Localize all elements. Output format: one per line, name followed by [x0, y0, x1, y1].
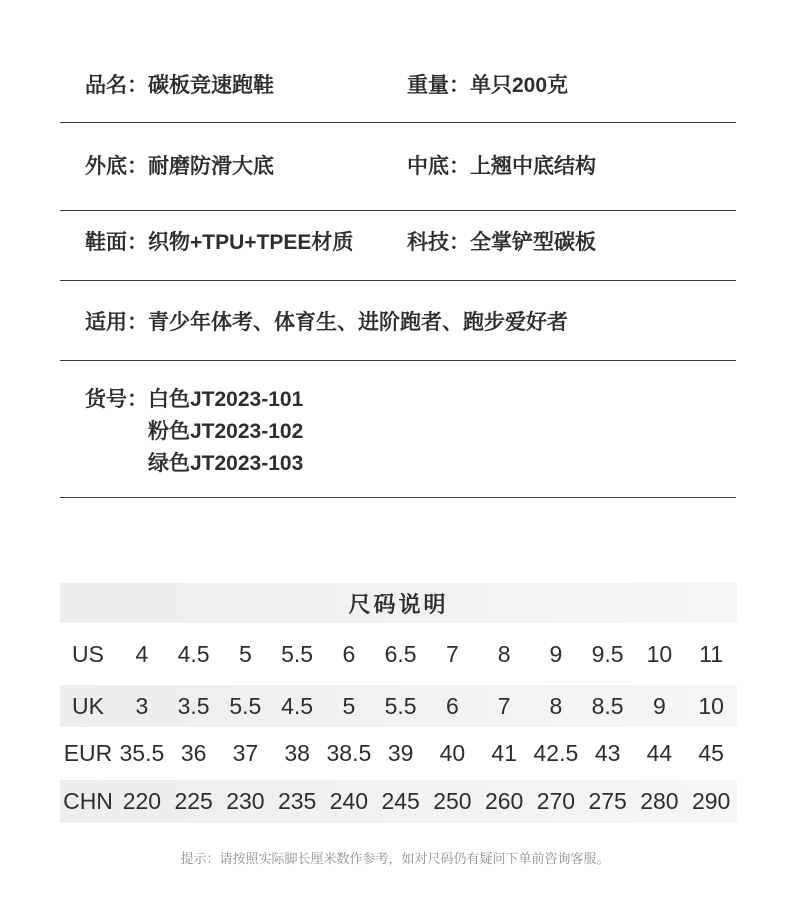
spec-value-suitable: 青少年体考、体育生、进阶跑者、跑步爱好者 — [148, 311, 568, 334]
size-cell: 6.5 — [384, 640, 417, 667]
spec-cell-weight — [407, 73, 736, 99]
size-row-eur — [60, 727, 737, 780]
spec-cell-midsole — [407, 154, 736, 180]
size-row-us — [60, 623, 737, 685]
size-cell: 290 — [691, 788, 731, 814]
size-chart — [60, 583, 737, 823]
size-cell: 3.5 — [177, 692, 210, 719]
size-row-chn — [60, 780, 737, 823]
spec-label-weight: 重量： — [407, 74, 470, 97]
spec-label-tech: 科技： — [407, 231, 470, 254]
size-cell: 6 — [445, 692, 459, 719]
size-row-uk — [60, 685, 737, 727]
spec-cell-outsole — [85, 154, 407, 180]
size-row-label-chn: CHN — [63, 788, 113, 814]
size-cell: 42.5 — [533, 740, 579, 766]
spec-row-upper-tech — [60, 211, 736, 281]
spec-value-upper: 织物+TPU+TPEE材质 — [148, 231, 354, 254]
spec-cell-upper — [85, 230, 407, 256]
size-cell: 5 — [342, 692, 356, 719]
size-cell: 4.5 — [177, 640, 210, 667]
spec-label-sku: 货号： — [85, 388, 148, 411]
spec-cell-tech — [407, 230, 736, 256]
sku-green: 绿色JT2023-103 — [148, 452, 304, 475]
size-cell: 230 — [226, 788, 265, 814]
size-cell: 9 — [549, 640, 563, 667]
size-cell: 6 — [342, 640, 356, 667]
size-cell: 9 — [652, 692, 666, 719]
size-cell: 225 — [174, 788, 213, 814]
size-cell: 8 — [497, 640, 511, 667]
spec-row-outsole-midsole — [60, 123, 736, 211]
size-row-label-eur: EUR — [63, 740, 113, 766]
spec-cell-suitable — [85, 310, 568, 336]
spec-label-upper: 鞋面： — [85, 231, 148, 254]
spec-row-sku — [60, 361, 736, 498]
size-cell: 37 — [232, 740, 259, 766]
spec-row-suitable — [60, 281, 736, 361]
size-cell: 41 — [491, 740, 517, 766]
spec-value-tech: 全掌铲型碳板 — [470, 231, 596, 254]
size-cell: 11 — [699, 640, 724, 667]
spec-label-suitable: 适用： — [85, 311, 148, 334]
size-cell: 275 — [588, 788, 627, 814]
size-cell: 245 — [381, 788, 420, 814]
size-cell: 10 — [698, 692, 724, 719]
size-cell: 240 — [329, 788, 369, 814]
size-cell: 44 — [646, 740, 673, 766]
size-row-label-us: US — [72, 640, 104, 667]
size-cell: 5.5 — [281, 640, 314, 667]
spec-value-midsole: 上翘中底结构 — [470, 155, 596, 178]
size-cell: 8 — [549, 692, 563, 719]
size-cell: 235 — [277, 788, 317, 814]
spec-value-outsole: 耐磨防滑大底 — [148, 155, 274, 178]
size-cell: 5.5 — [384, 692, 417, 719]
size-row-label-uk: UK — [72, 692, 104, 719]
spec-label-midsole: 中底： — [407, 155, 470, 178]
size-cell: 43 — [594, 740, 621, 766]
spec-value-weight: 单只200克 — [470, 74, 569, 97]
size-cell: 38.5 — [326, 740, 372, 766]
spec-label-name: 品名： — [85, 74, 148, 97]
spec-value-name: 碳板竞速跑鞋 — [148, 74, 274, 97]
size-cell: 7 — [445, 640, 459, 667]
size-cell: 7 — [497, 692, 511, 719]
sku-pink: 粉色JT2023-102 — [148, 420, 304, 443]
size-cell: 38 — [284, 740, 310, 766]
size-cell: 10 — [646, 640, 673, 667]
spec-row-name-weight — [60, 50, 736, 123]
size-cell: 270 — [536, 788, 576, 814]
sku-white: 白色JT2023-101 — [148, 388, 304, 411]
size-cell: 36 — [180, 740, 207, 766]
size-cell: 250 — [433, 788, 472, 814]
footer-note: 提示：请按照实际脚长厘米数作参考，如对尺码仍有疑问下单前咨询客服。 — [180, 851, 610, 866]
size-cell: 3 — [135, 692, 149, 719]
size-cell: 8.5 — [591, 692, 624, 719]
sku-list — [148, 384, 303, 480]
spec-cell-name — [85, 73, 407, 99]
size-cell: 5.5 — [229, 692, 262, 719]
size-cell: 35.5 — [119, 740, 165, 766]
size-cell: 4 — [135, 640, 149, 667]
size-cell: 40 — [439, 740, 466, 766]
size-cell: 9.5 — [591, 640, 624, 667]
size-cell: 39 — [387, 740, 414, 766]
size-cell: 280 — [640, 788, 679, 814]
spec-table — [60, 50, 736, 498]
size-cell: 220 — [122, 788, 162, 814]
size-cell: 45 — [698, 740, 724, 766]
size-cell: 4.5 — [281, 692, 314, 719]
size-chart-title: 尺码说明 — [60, 583, 737, 623]
spec-label-outsole: 外底： — [85, 155, 148, 178]
size-cell: 260 — [484, 788, 524, 814]
size-cell: 5 — [238, 640, 252, 667]
